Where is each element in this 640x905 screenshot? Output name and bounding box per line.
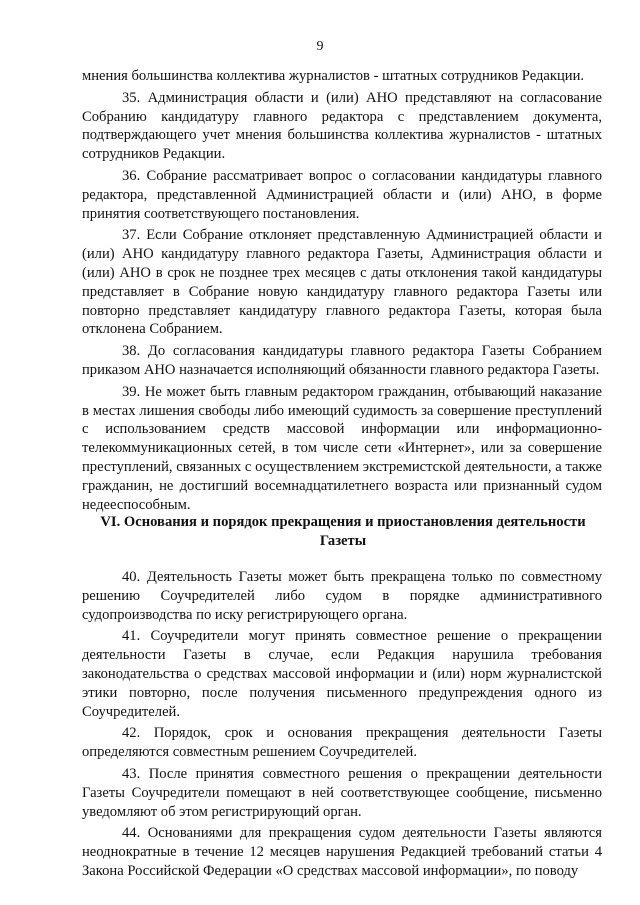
paragraph-43: 43. После принятия совместного решения о прекращении деятельности Газеты Соучредители помещают в ней соответствующее сообщение, письменно уведомляют об этом регистрирующий орган. bbox=[82, 765, 602, 820]
paragraph-37: 37. Если Собрание отклоняет представленную Администрацией области и (или) АНО кандидатуру главного редактора Газеты, Администрация области и (или) АНО в срок не позднее трех месяцев с даты отклонения такой кандидатуры представляет в Собрание новую кандидатуру главного редактора Газеты или повторно представляет кандидатуру главного редактора Газеты, которая была отклонена Собранием. bbox=[82, 227, 602, 338]
paragraph-40: 40. Деятельность Газеты может быть прекращена только по совместному решению Соучредителей либо судом в порядке административного судопроизводства по иску регистрирующего органа. bbox=[82, 569, 602, 623]
paragraph-36: 36. Собрание рассматривает вопрос о согласовании кандидатуры главного редактора, представленной Администрацией области и (или) АНО, в форме принятия соответствующего постановления. bbox=[82, 167, 602, 222]
section-heading: VI. Основания и порядок прекращения и приостановления деятельности Газеты bbox=[100, 514, 586, 549]
paragraph-39: 39. Не может быть главным редактором гражданин, отбывающий наказание в местах лишения свободы либо имеющий судимость за совершение преступлений с использованием средств массовой информации или информационно-телекоммуникационных сетей, в том числе сети «Интернет», или за совершение преступлений, связанных с осуществлением экстремистской деятельности, а также гражданин, не достигший восемнадцатилетнего возраста или признанный судом недееспособным. bbox=[82, 383, 602, 513]
lower-text-block bbox=[82, 568, 602, 884]
paragraph-38: 38. До согласования кандидатуры главного редактора Газеты Собранием приказом АНО назначается исполняющий обязанности главного редактора Газеты. bbox=[82, 343, 602, 378]
paragraph-continuation: мнения большинства коллектива журналистов - штатных сотрудников Редакции. bbox=[82, 68, 585, 84]
section-heading-block bbox=[96, 513, 590, 551]
page-number: 9 bbox=[316, 39, 324, 54]
paragraph-35: 35. Администрация области и (или) АНО представляют на согласование Собранию кандидатуру главного редактора с представлением документа, подтверждающего учет мнения большинства коллектива журналистов - штатных сотрудников Редакции. bbox=[82, 89, 602, 163]
paragraph-44: 44. Основаниями для прекращения судом деятельности Газеты являются неоднократные в течение 12 месяцев нарушения Редакцией требований статьи 4 Закона Российской Федерации «О средствах массовой информации», по поводу bbox=[82, 825, 602, 879]
paragraph-41: 41. Соучредители могут принять совместное решение о прекращении деятельности Газеты в случае, если Редакция нарушила требования законодательства о средствах массовой информации и (или) норм журналистской этики повторно, после получения письменного предупреждения одного из Соучредителей. bbox=[82, 628, 602, 720]
paragraph-42: 42. Порядок, срок и основания прекращения деятельности Газеты определяются совместным решением Соучредителей. bbox=[82, 725, 602, 761]
upper-text-block bbox=[82, 67, 602, 517]
